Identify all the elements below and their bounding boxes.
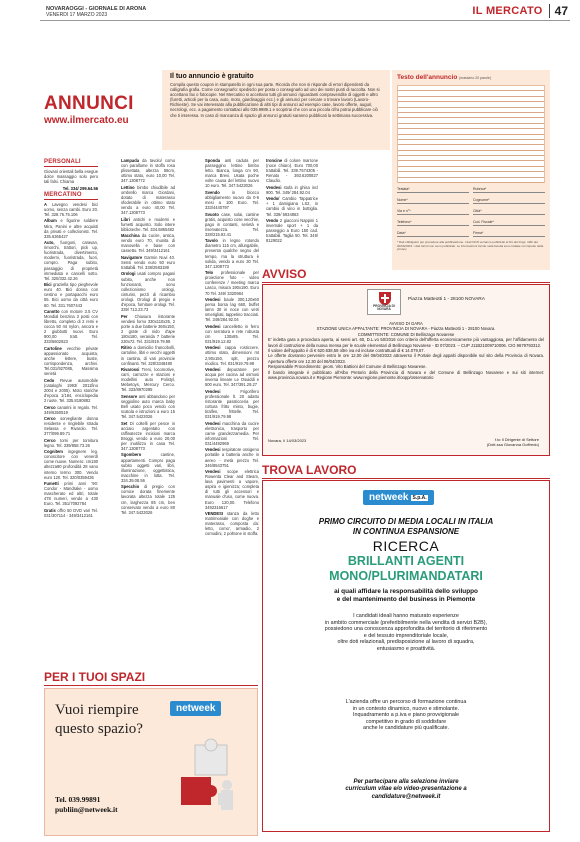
coupon-field[interactable]: Cognome* xyxy=(473,198,545,204)
job-req-4: e del tessuto imprenditoriale locale, xyxy=(363,632,449,639)
mercatino-list xyxy=(44,202,98,518)
section-header xyxy=(472,4,568,18)
col3-ad-11: Vendesi macchina da cucire elettronica, trasporto per carne grandezzamedia. Per informazioni Tel. 031/4492969 xyxy=(205,420,259,446)
job-subtitle-1: ai quali affidare la responsabilità dello sviluppo xyxy=(334,588,478,595)
personali-phone: Tel. 334/ 299.64.56 xyxy=(62,185,98,191)
col4-ad-3: Vendo/ Cambio Tappatrice + 1 damigiana LS2, in cambio di vino in bottiglia. Tel. 339/ 5934863 xyxy=(266,196,318,217)
ad-keyword: Bici xyxy=(44,282,52,288)
job-req-3: possiedono una conoscenza approfondita del territorio di riferimento xyxy=(324,626,488,633)
job-requirements xyxy=(263,613,549,653)
avviso-committente: COMMITTENTE: COMUNE DI Bellinzago Novarese xyxy=(357,331,455,337)
spazi-question-1: Vuoi riempire xyxy=(55,702,139,718)
job-req-6: entusiasmo e proattività. xyxy=(376,645,436,652)
job-title-2: MONO/PLURIMANDATARI xyxy=(329,569,483,583)
ad-keyword: A xyxy=(44,201,47,207)
ad-keyword: Macchina xyxy=(121,233,140,239)
ad-keyword: Auto, xyxy=(44,240,55,246)
avviso-body xyxy=(268,321,544,380)
ad-keyword: Sgombero xyxy=(121,452,142,458)
paper-name: NOVARAOGGI - GIORNALE DI ARONA xyxy=(46,6,147,12)
avviso-sign-role: f.to Il Dirigente di Settore xyxy=(494,437,539,442)
column-3 xyxy=(205,158,259,538)
col1-ad-12: Fumetti primi anni '90: Condor - Mandrake - uomo mascherato ed altri, totale 478 numeri, vendo a 430 Euro. Tel. 351/7092784 xyxy=(44,481,98,507)
col4-ad-1: troncine di colore marrone (noce chiaro). Euro 700,00 trattabili. Tel. 339.7574305 - Renato - 393.6200827 Claudio. xyxy=(266,158,318,184)
provincia-logo xyxy=(367,289,401,315)
ad-keyword: Lettino xyxy=(121,184,135,190)
ad-list-4 xyxy=(266,158,318,243)
ad-keyword: Vendesi xyxy=(266,184,282,190)
avviso-box xyxy=(262,284,550,456)
ad-list-2 xyxy=(121,158,175,515)
ad-keyword: Svuoto xyxy=(205,211,219,217)
free-ad-text: Compila questo coupon in stampatello in ogni sua parte. Ricorda che non si risponde di errori dipendenti da calligrafia grafia. Come consegnarlo: spedisclo per posta o consegnarlo ad uno dei nostri punti di raccolta. Non si accettano fax o fotocopie. Nel Mercatino si accettano tutti gli annunci riguardanti compravendite di oggetti e altro (furetti, articoli per la casa, auto, moto, giardinaggio ecc.) e gli annunci per cercare o trovare lavoro (Lavoro-Richieste). Se vai interessato alla pubblicazione di altri tipi di annunci ad esempio case, lavoro offerte, auguri, necrologi, ecc. a pagamento contattaci allo 039.9989.1 e scoprirai che con una piccola cifra potrai pubblicare ciò che ti interessa. In caso di mancanza di spazio gli annunci gratuiti saranno pubblicati la settimana successiva. xyxy=(170,82,380,118)
annunci-url[interactable]: www.ilmercato.eu xyxy=(44,115,129,126)
avviso-place-date: Novara, lì 14/03/2023 xyxy=(268,438,307,443)
coupon-field[interactable]: Via e n°* xyxy=(397,209,469,215)
ad-keyword: Cartoline xyxy=(44,345,62,351)
col1-ad-1: A Lavegno vendesi bici uomo, senza cambi. Euro 20. Tel. 328.76.75.106 xyxy=(44,201,98,218)
ad-keyword: Vendesi xyxy=(205,367,221,373)
coupon-field[interactable]: Firma* xyxy=(473,231,545,237)
col3-ad-10: Vendesi Frigorifero professionale lt. 20 adatto ristorante passticceria per cottura fritto misto, bugie, tiralfen, frittelle. Tel. 031/919.79.98 xyxy=(205,388,259,420)
job-subtitle-2: e del mantenimento del business in Piemonte xyxy=(336,596,476,603)
annunci-title: ANNUNCI xyxy=(44,93,134,114)
col1-ad-4: Bici graziella tipo pieghevole euro 40. Bici donna con cestino e portapacchi euro 55. Bici uomo da città euro 60. Tel. 331.7607443 xyxy=(44,282,98,308)
ad-keyword: Cerco xyxy=(44,437,56,443)
avviso-p4: Responsabile Procedimento: geom. Vito Battioni del Comune di Bellinzago Novarese. xyxy=(268,364,427,370)
provincia-logo-text: PROVINCIA DI NOVARA xyxy=(373,303,395,312)
ad-keyword: Libri xyxy=(121,216,130,222)
job-intro-1: PRIMO CIRCUITO DI MEDIA LOCALI IN ITALIA xyxy=(318,517,494,526)
job-req-5: oltre doti relazionali, predisposizione al lavoro di squadra, xyxy=(337,639,475,646)
puzzle-figure-icon xyxy=(173,727,248,817)
col1-ad-11: Cognitem ingegnere leg. conoscitore con venerdì come nuove. Numero: cm180 altezza90 profondità 28 vano interno termo 300. Vendo euro 120. Tel. 320/0359436 xyxy=(44,449,98,480)
masthead xyxy=(46,6,146,18)
header-divider xyxy=(40,20,570,21)
col3-ad-2: Svendo in blocco abbigliamento nuovo da 0-6 mesi a 100 Euro. Tel. 333/4440797 xyxy=(205,189,259,211)
ad-keyword: Orologi xyxy=(121,271,136,277)
coupon-title-note: (massimo 20 parole) xyxy=(459,76,492,80)
ad-keyword: troncine xyxy=(266,158,283,163)
personali-ad: Giovani orientali bella esegue dolce massaggio solo pero tali falsi. Chiama xyxy=(44,169,98,185)
col2-ad-7: Per Chiusura ristorante vendesi forno 330x110x35, 2 porte a due batterie 360x150, 2 grate di nido d'ape 180x180, veranda 7 batterie 230x72. Tel. 331/919.79.98 xyxy=(121,313,175,344)
column-1 xyxy=(44,158,98,519)
col2-ad-6: Orologi usati compro pagasi subito, anche non funzionanti, sono collezionismo orologi, cinturini, pezzi di ricambio orologi. Orologi di pregio e d'epoca, forniture orologi. Tel. 339/ 713.23.73 xyxy=(121,271,175,313)
col3-ad-12: Vendesi respiratore ossigeno portatile a batteria anche in aereo - metà prezzo Tel. 346/8543751 xyxy=(205,447,259,468)
coupon-field[interactable]: Nome* xyxy=(397,198,469,204)
ad-keyword: Vendo/ xyxy=(266,196,280,202)
ad-keyword: Canotto xyxy=(44,308,60,314)
spazi-contact xyxy=(55,795,118,815)
ad-keyword: Vendesi xyxy=(205,345,221,351)
spazi-phone: Tel. 039.99891 xyxy=(55,795,101,804)
col2-ad-10: Sensore anti abbandono per seggiolino auto marca baby Bell usato poco vendo con scatola e istruzioni a euro 15 Tel. 347.5423026 xyxy=(121,393,175,420)
ad-keyword: Cedo xyxy=(44,377,55,383)
job-cta-2: curriculum vitae e/o video-presentazione a xyxy=(345,786,467,793)
avviso-p5: Il bando integrale è pubblicato all'Albo Pretorio della Provincia di Novara e del Comune di Bellinzago Novarese e sui siti internet: www.provincia.novara.it e Regione Piemonte: www.regione.piemonte.it/oopp/osservatorio xyxy=(268,369,544,381)
coupon-text-lines[interactable] xyxy=(397,85,545,183)
ad-keyword: Per xyxy=(121,313,128,319)
spazi-question-2: questo spazio? xyxy=(55,721,143,737)
col2-ad-1: Lampada da tavolo/ como con parallume in stoffa rosa plissettata, altezza 58cm, ottimo stato, euro 10,00 Tel. 347.1308772 xyxy=(121,158,175,184)
spazi-heading: PER I TUOI SPAZI xyxy=(44,670,258,686)
col3-ad-1: Sponda anti caduta per passeggino lettino bimbo letto. Bianca, lunga cm 90, marca Brevi. Usata poche volte causa del lettino nuovo 10 euro. Tel. 347.5423026 xyxy=(205,158,259,189)
job-offer-2: in un contesto dinamico, nuovo e stimolante. xyxy=(352,705,460,712)
job-offer-5: anche le candidature più qualificate. xyxy=(362,725,449,732)
coupon-field[interactable]: Rubrica* xyxy=(473,187,545,193)
col3-ad-3: Svuoto case, solai, cantine gratis, acquisto cose vecchie, pago in contanti, serietà e riservatezza. Tel. 328/215.92.41 xyxy=(205,211,259,237)
ad-keyword: VENDESI xyxy=(205,511,223,517)
netweek-logo-mark xyxy=(363,490,434,505)
col2-ad-4: Macchina da cucire, antica, vendo euro 70, munita di manovella e base con cassetto. Tel. 349/3412161 xyxy=(121,233,175,254)
ad-keyword: Ritiro xyxy=(121,345,132,351)
col3-ad-5: Telo professionale per proiezione foto - video conferenze / meeting marca Lasco, misura 190x190. Euro 70 Tel. 349/ 3320984 xyxy=(205,270,259,296)
netweek-spa: S.p.A. xyxy=(412,494,427,501)
avviso-address: Piazza Matteotti 1 - 28100 NOVARA xyxy=(408,297,485,302)
ad-keyword: Vendesi xyxy=(205,420,221,426)
spazi-netweek-text: netweek xyxy=(170,701,221,716)
ad-keyword: Vendesi xyxy=(205,447,221,453)
job-req-2: in ambito commerciale (preferibilmente nella vendita di servizi B2B), xyxy=(324,619,488,626)
ad-keyword: Vendo xyxy=(266,217,279,223)
ad-keyword: Svendo xyxy=(205,189,220,195)
ad-keyword: Album xyxy=(44,218,57,224)
col2-ad-2: Lettino bimbo chiudibile ad ombrello marca Giordani, dotato di materasso sfoderabile in ottimo stato vendo a euro 40,00 Tel. 347.1308773 xyxy=(121,184,175,216)
job-ad-box xyxy=(262,480,550,832)
coupon-title-text: Testo dell'annuncio xyxy=(397,74,458,81)
issue-date: VENERDI 17 MARZO 2023 xyxy=(46,12,108,18)
avviso-heading: AVVISO xyxy=(262,267,550,283)
spazi-email[interactable]: publiin@netweek.it xyxy=(55,805,118,814)
col3-ad-6: Vendesi baule 300,120x60 persa borsa lag 660, buffet lamn 30 in noce con vetri smerigliati, tappetino tracciati. Tel. 349/284.92.04 xyxy=(205,296,259,323)
col1-ad-13: Gratis offro 50 DVD vari Tel. 031/307114 - 349/3412161 xyxy=(44,507,98,518)
coupon-field[interactable]: Telefono* xyxy=(397,220,469,226)
job-cta-1: Per partecipare alla selezione inviare xyxy=(353,779,459,785)
spazi-question xyxy=(55,701,143,739)
coupon-field[interactable]: Cod. Fiscale* xyxy=(473,220,545,226)
col2-ad-9: Rivarossi Treni, locomotive, carri, carrozze e stazioni e modellini auto Polistyl, Mebetoys, Mercury Cerco. Tel. 333/8970285 xyxy=(121,367,175,393)
ad-keyword: Cerco xyxy=(44,404,56,410)
free-ad-info-box xyxy=(162,70,390,150)
trova-lavoro-heading: TROVA LAVORO xyxy=(262,463,550,479)
spazi-netweek-logo xyxy=(170,698,221,716)
col1-ad-9: Cerco sorvegliante donna residente e ringlebile strada Selassa e Rivarolo. Tel. 377/099.89.71 xyxy=(44,415,98,437)
section-title: IL MERCATO xyxy=(472,5,543,17)
job-intro-2: IN CONTINUA ESPANSIONE xyxy=(352,527,460,536)
ad-keyword: Tavolo xyxy=(205,238,218,244)
col1-ad-8: Cerco canarini in regalo. Tel. 349/6350519 xyxy=(44,404,98,415)
ad-keyword: Navigatore xyxy=(121,254,143,260)
coupon-field[interactable]: Città* xyxy=(473,209,545,215)
free-ad-title: Il tuo annuncio è gratuito xyxy=(170,73,254,80)
ad-keyword: Gratis xyxy=(44,507,56,513)
avviso-title: AVVISO DI GARA xyxy=(389,321,423,326)
ad-keyword: Telo xyxy=(205,270,214,276)
avviso-p1: E' indetta gara a procedura aperta, ai sensi art. 60, D.L.vo 50/2016 con criterio dell'offerta economicamente più vantaggiosa, per l'affidamento del lavori di costruzione della nuova mensa per le scuole elementari di Bellinzago Novarese - ID 07/2023. – CUP J11B21009710006. CIG 9679793312. xyxy=(268,337,544,348)
col2-ad-3: Libri antichi e moderni e fumetti acquisto. Solo intere biblioteche. Tel. 334.6865482 xyxy=(121,216,175,232)
ad-keyword: Vendesi xyxy=(205,469,221,474)
mercatino-heading: MERCATINO xyxy=(44,193,98,200)
col1-ad-10: Cerco torni per tornitura legno. Tel. 339/858.73.26 xyxy=(44,437,98,448)
ad-keyword: Rivarossi xyxy=(121,367,140,373)
col2-ad-5: Navigatore Garmin Nuvi 40. Sensi vendo euro 50 euro trattabili. Tel. 338/2583189 xyxy=(121,254,175,271)
page-number: 47 xyxy=(549,4,568,18)
col2-ad-11: Set Di coltelli per pesce in acciaio argentato con raffinatezze incisioni marca Broggi, vendo a euro 20,00 per inutilizzo in casa Tel. 347.1308773 xyxy=(121,420,175,452)
ad-keyword: Sensore xyxy=(121,393,138,399)
job-offer-4: competitivo in grado di soddisfare xyxy=(365,718,447,725)
col3-ad-9: Vendesi depuratore per acqua per cucina ad osmosi inversa lineare Le Osuiddi e 500 euro. Tel. 347/391.29.27 xyxy=(205,367,259,388)
col4-ad-2: Vendesi stufa in ghisa incl 900. Tel. 349/ 284.92.04 xyxy=(266,184,318,195)
col2-ad-8: Ritiro a domicilio francobolli, cartoline, libri e vecchi oggetti in cantina, di vari provincie confinanti. Tel. 328/3348480 xyxy=(121,345,175,366)
col3-ad-7: Vendesi cancelletto in ferro con serratura e rete robusta cm 130x85. Tel. 031/919.12.82 xyxy=(205,323,259,344)
column-2 xyxy=(121,158,175,516)
job-offer-3: Inquadramento a p.iva e piano provvigionale xyxy=(352,712,460,719)
coupon-fields xyxy=(397,187,545,237)
ad-keyword: Sponda xyxy=(205,158,221,163)
ad-list-3 xyxy=(205,158,259,537)
job-title xyxy=(263,554,549,584)
col1-ad-7: Cedo Revue automobile (cataloghi 1993/ 2011fino 2004 e 2005). Moto storiche d'epoca 1/184, enciclopedia 2 ruote. Tel. 335.8190882 xyxy=(44,377,98,404)
ad-keyword: Vendesi xyxy=(205,388,221,394)
job-intro xyxy=(263,517,549,537)
col2-ad-12: Sgombero cantine, appartamenti. Compro paga subito oggetti vari, libri, illuminazione, oggettistica, macchine in lotta. Tel. 334.39.08.56 xyxy=(121,452,175,483)
col3-ad-14: VENDESI stanza da letto matrimoniale con doghe e materasso, composta da: letto, como', armadio, 2 comodini, 2 poltrone in stoffa. xyxy=(205,511,259,537)
col3-ad-4: Tavolo in legno rotondo diametro 115 cm, allungabile, presenta qualche segno del tempo, ma la struttura è solida, vendo a euro 30 Tel. 347.1308773 xyxy=(205,238,259,269)
ricerca-label: RICERCA xyxy=(372,538,440,554)
ad-coupon-form xyxy=(392,70,550,270)
ad-keyword: Specchio xyxy=(121,484,140,490)
job-req-1: I candidati ideali hanno maturato esperienze xyxy=(353,613,459,619)
col1-ad-6: Cartoline vecchie private appassionato acquista, anche lettere, buste, corrispondenza, archivi. Tel.031/927085, Massima serietà xyxy=(44,345,98,377)
col2-ad-13: Specchio di pregio con cornice dorata finemente lavorata altezza totale 125 cm, larghezza 85 cm, ben conservato vendo a euro 80 Tel. 347.5423026 xyxy=(121,484,175,515)
avviso-p2: Il valore dell'appalto è di € 620.638,58 oltre iva ed incluse contrattuali di € 14.079,67. xyxy=(268,348,425,354)
col1-ad-5: Canotto con motore 3.5 CV Mondial benzina 3 posti con libretto, completo di 2 remi e cocca 50 mt nylon, ancora e 2 giubbotti nuovi. Euro 900,00 tratt. Tel. 333/5602823 xyxy=(44,308,98,345)
job-offer-1: L'azienda offre un percorso di formazione continua xyxy=(345,699,467,705)
job-email-link[interactable]: candidature@netweek.it xyxy=(371,793,441,800)
col3-ad-13: Vendesi scope elettrica Rowenta Clear and Steam, lava pavimenti a vapore, aspira e igienizza; completa di tutti gli accessori e manuale d'uso, come nuova. Euro 120,00. Telefono 3492316617 xyxy=(205,469,259,510)
avviso-stazione: STAZIONE UNICA APPALTANTE: PROVINCIA DI NOVARA - Piazza Matteotti 1 - 28100 Novara. xyxy=(316,326,496,332)
coupon-title xyxy=(397,74,545,81)
avviso-p3: Le offerte dovranno pervenire entro le ore 12.00 del 06/04/2023 attraverso il Portale degli appalti disponibile sul sito della Provincia di Novara. Apertura offerte ore 12.30 del 06/04/2023. xyxy=(268,353,544,364)
ad-keyword: Cognitem xyxy=(44,449,63,455)
personali-heading: PERSONALI xyxy=(44,160,98,167)
ad-keyword: Vendesi xyxy=(205,296,221,302)
avviso-sign-name: (Dott.ssa Giovanna Goffredo) xyxy=(486,442,539,447)
col4-ad-4: Vendo 2 giacconi Nappini 1 invernale sport + 1 da passeggio a Euro 150 cad. trattabili. Taglia 50. Tel. 349/ 8129022 xyxy=(266,217,318,244)
col1-ad-3: Auto, fuorgoni, caravan, rimorchi, trattori, pick up, fuoristrada, divertimento, moderni, fuoristrada, fuori, compro. Paga subito, passaggio di proprietà immediata e cancelli sotto. Tel. 320/332.42.26 xyxy=(44,240,98,281)
job-title-1: BRILLANTI AGENTI xyxy=(347,554,465,568)
netweek-logo xyxy=(363,487,434,505)
column-4 xyxy=(266,158,318,245)
coupon-note: * Dati obbligatori per procedere alla pubblicazione. I dati NON verranno pubblicati ai fini del D.lgs. 196/ del 30/06/2003. I dati forniti non sono pubblicati. Le informazioni fornite nella facoltà sono trattate nel rispetto della privacy. xyxy=(397,240,544,252)
job-subtitle xyxy=(263,588,549,604)
ad-keyword: Lampada xyxy=(121,158,139,163)
netweek-logo-text: netweek xyxy=(369,492,409,503)
job-cta xyxy=(263,779,549,801)
job-offer xyxy=(263,699,549,732)
coupon-line[interactable] xyxy=(398,178,544,183)
annunci-logo xyxy=(44,93,164,126)
spazi-ad-box xyxy=(44,688,258,836)
col1-ad-2: Album e figurine soldiere Mira, Panini e altre acquisti da privati e collezionisti. Tel. 335.6365427 xyxy=(44,218,98,239)
ad-keyword: Cerco xyxy=(44,415,56,421)
avviso-signature xyxy=(487,437,539,447)
ad-keyword: Fumetti xyxy=(44,481,59,486)
coupon-field[interactable]: Data* xyxy=(397,231,469,237)
col3-ad-8: Vendesi cappa rosticcere, ottimo stato, dimensioni mt 2,90x150, splt, prezzo modico. Tel. 031/919.79.98 xyxy=(205,345,259,366)
ad-keyword: Set xyxy=(121,420,128,426)
coupon-field[interactable]: Testata* xyxy=(397,187,469,193)
ad-keyword: Vendesi xyxy=(205,323,221,329)
